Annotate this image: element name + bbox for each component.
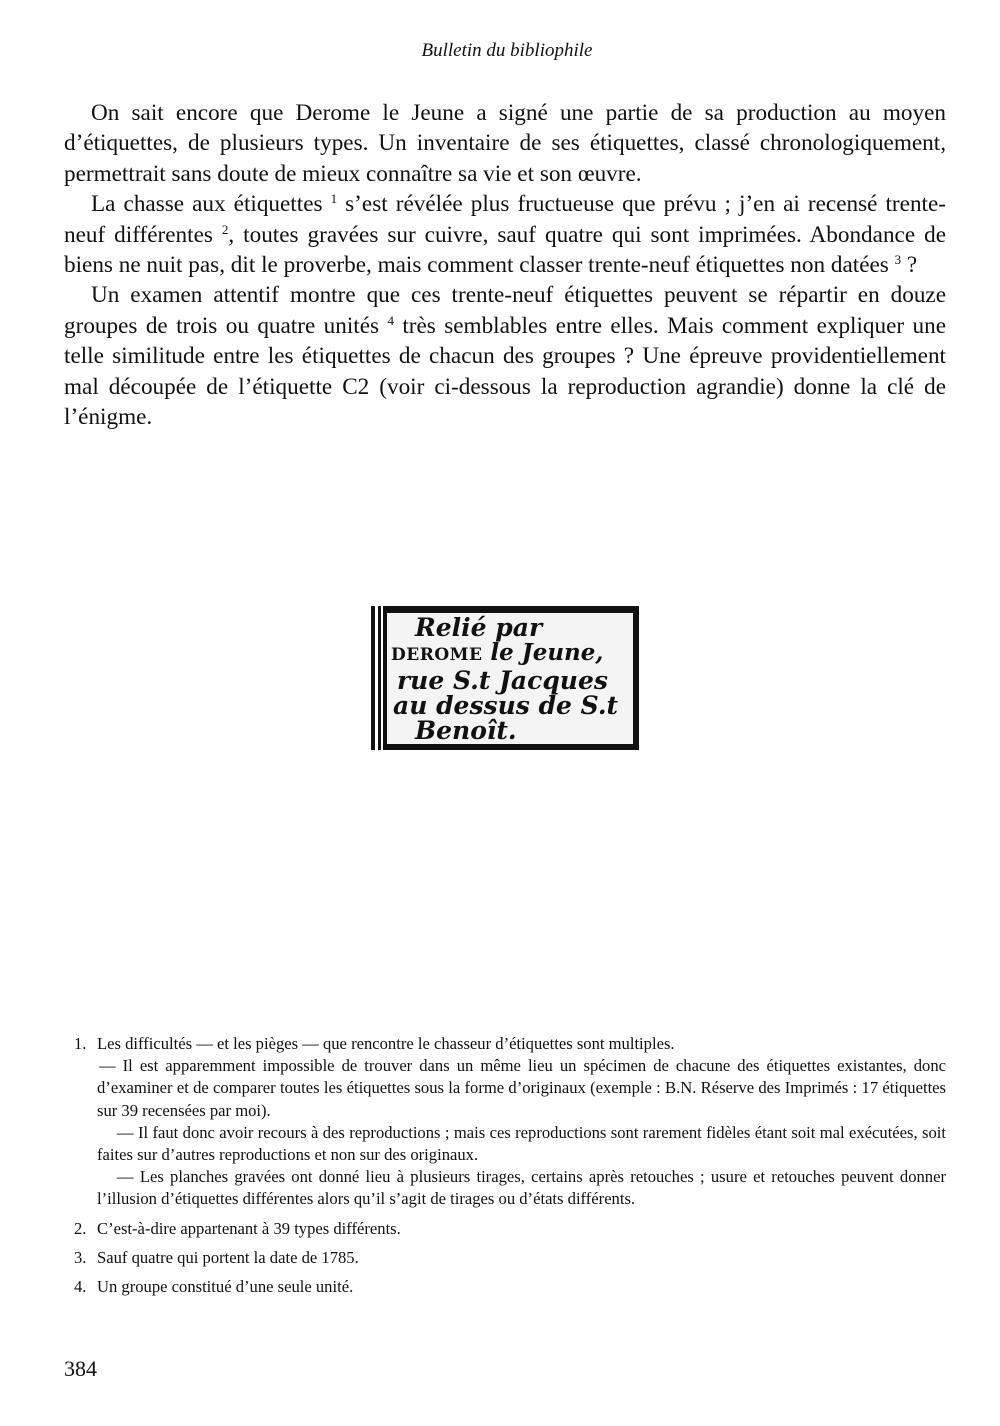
footnote-ref-1[interactable]: 1 [330,191,338,207]
footnote-line: — Il faut donc avoir recours à des reproductions ; mais ces reproductions sont rarement fidèles étant soit mal exécutées, soit faites sur d’autres reproductions et non sur des originaux. [97,1122,946,1165]
footnote-ref-4[interactable]: 4 [387,312,394,328]
footnote-number: 1. [74,1034,87,1053]
paragraph-2-part: , toutes gravées sur cuivre, sauf quatre qui sont imprimées. Abondance de biens ne nuit pas, dit le proverbe, mais comment classer trente-neuf étiquettes non datées [64,221,946,279]
paragraph-2-part: s’est révélée plus fructueuse que prévu ; j’en ai recensé trente-neuf différentes [64,191,946,248]
label-name: DEROME [391,644,483,665]
footnote-line: — Il est apparemment impossible de trouver dans un même lieu un spécimen de chacune des étiquettes existantes, donc d’examiner et de comparer toutes les étiquettes sous la forme d’originaux (exemple : B.N. Réserve des Imprimés : 17 étiquettes sur 39 recensées par moi). [97,1056,946,1120]
footnote-ref-3[interactable]: 3 [894,252,902,268]
footnote-text: C’est-à-dire appartenant à 39 types différents. [97,1218,401,1238]
label-line-5: Benoît. [415,715,517,745]
paragraph-3-part: Un examen attentif montre que ces trente-neuf étiquettes peuvent se répartir en douze groupes de trois ou quatre unités [64,282,946,339]
binder-label-image [371,606,639,750]
footnote-ref-2[interactable]: 2 [221,221,229,237]
footnote-number: 2. [74,1218,87,1238]
label-line-3: rue S.t Jacques [397,665,608,695]
paragraph-2-part: ? [901,252,918,279]
footnote-1 [74,1033,946,1211]
label-line-1: Relié par [415,612,543,642]
paragraph-2-part: La chasse aux étiquettes [91,191,323,218]
footnote-3 [74,1247,946,1269]
footnote-number: 3. [74,1247,87,1267]
body-text [64,98,946,432]
footnote-number: 4. [74,1277,87,1297]
paragraph-3-part: très semblables entre elles. Mais comment expliquer une telle similitude entre les étiquettes de chacun des groupes ? Une épreuve providentiellement mal découpée de l’étiquette C2 (voir ci-dessous la reproduction agrandie) donne la clé de l’énigme. [64,312,947,431]
footnote-text: Un groupe constitué d’une seule unité. [97,1277,354,1297]
footnote-line: — Les planches gravées ont donné lieu à plusieurs tirages, certains après retouches ; usure et retouches peuvent donner l’illusion d’étiquettes différentes alors qu’il s’agit de tirages ou d’états différents. [97,1167,946,1209]
footnote-4 [74,1276,946,1298]
label-line-4: au dessus de S.t [393,690,619,720]
footnote-line: Les difficultés — et les pièges — que rencontre le chasseur d’étiquettes sont multiples. [97,1034,675,1053]
running-head: Bulletin du bibliophile [421,40,593,61]
paragraph-2 [64,189,946,280]
footnote-text: Sauf quatre qui portent la date de 1785. [97,1247,359,1267]
label-edge [381,606,383,750]
paragraph-1: On sait encore que Derome le Jeune a signé une partie de sa production au moyen d’étiquettes, de plusieurs types. Un inventaire de ses étiquettes, classé chronologiquement, permettrait sans doute de mieux connaître sa vie et son œuvre. [64,100,946,187]
page-number: 384 [64,1356,97,1381]
footnote-text [97,1033,946,1211]
label-line-2 [387,640,633,668]
footnote-2 [74,1218,946,1240]
label-inner [386,612,634,745]
label-edge [375,606,378,750]
footnotes [74,1033,946,1298]
label-line-2-rest: le Jeune, [482,638,604,666]
paragraph-3 [64,280,946,432]
